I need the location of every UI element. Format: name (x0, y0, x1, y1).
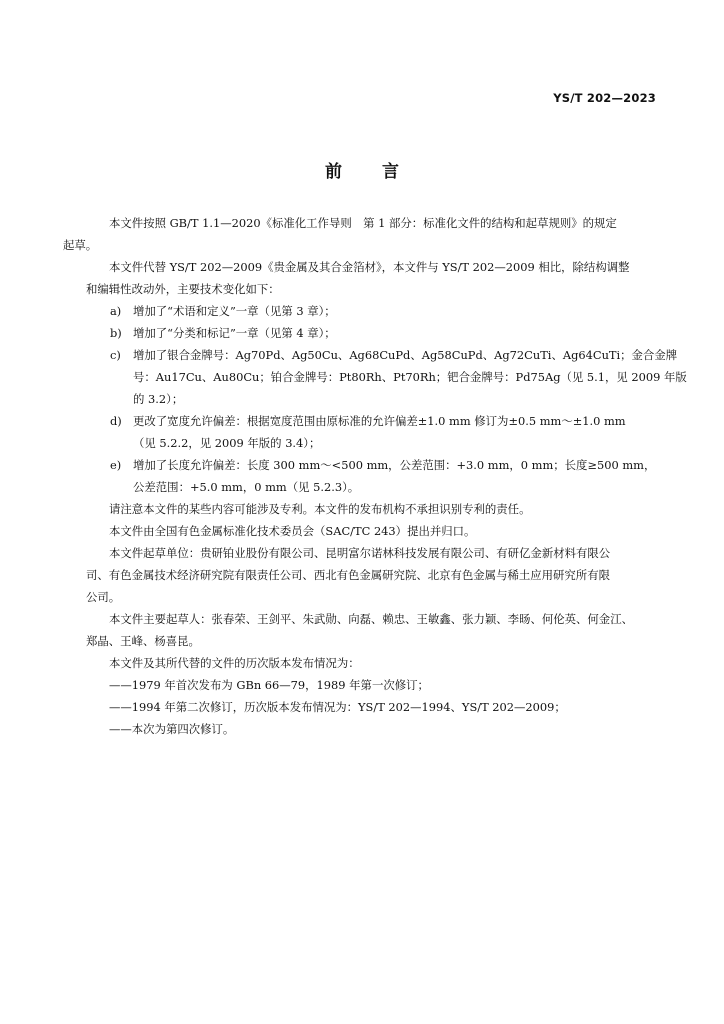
list-item-label: c) (110, 348, 121, 362)
text-line: 本文件起草单位：贵研铂业股份有限公司、昆明富尔诺林科技发展有限公司、有研亿金新材料有限公 (109, 546, 611, 560)
text-line: ——本次为第四次修订。 (109, 722, 235, 736)
text-line: ——1979 年首次发布为 GBn 66—79，1989 年第一次修订； (109, 678, 429, 692)
text-line: 本文件由全国有色金属标准化技术委员会（SAC/TC 243）提出并归口。 (109, 524, 476, 538)
page-title (0, 157, 724, 182)
list-item (86, 344, 687, 410)
text-line: 和编辑性改动外，主要技术变化如下： (86, 282, 280, 296)
text-line: 增加了银合金牌号：Ag70Pd、Ag50Cu、Ag68CuPd、Ag58CuPd、Ag72CuTi、Ag64CuTi；金合金牌 (133, 348, 678, 362)
text-line: 起草。 (63, 238, 98, 252)
text-line: 郑晶、王峰、杨喜昆。 (86, 634, 200, 648)
history-entry (86, 696, 658, 718)
history-entry (86, 674, 658, 696)
paragraph-replaces (86, 256, 658, 300)
text-line: ——1994 年第二次修订，历次版本发布情况为：YS/T 202—1994、YS/T 202—2009； (109, 700, 566, 714)
paragraph-committee (86, 520, 658, 542)
list-item-label: e) (110, 458, 122, 472)
text-line: 增加了“术语和定义”一章（见第 3 章）； (133, 304, 336, 318)
title-char-2: 言 (382, 162, 399, 182)
list-item (86, 322, 658, 344)
text-line: 增加了长度允许偏差：长度 300 mm～<500 mm，公差范围：+3.0 mm，0 mm；长度≥500 mm， (133, 458, 656, 472)
text-line: 公差范围：+5.0 mm，0 mm（见 5.2.3）。 (133, 480, 360, 494)
text-line: 请注意本文件的某些内容可能涉及专利。本文件的发布机构不承担识别专利的责任。 (109, 502, 531, 516)
text-line: 更改了宽度允许偏差：根据宽度范围由原标准的允许偏差±1.0 mm 修订为±0.5 mm～±1.0 mm (133, 414, 626, 428)
list-item (86, 410, 658, 454)
list-item (86, 454, 658, 498)
text-line: 公司。 (86, 590, 121, 604)
text-line: 本文件及其所代替的文件的历次版本发布情况为： (109, 656, 360, 670)
title-char-1: 前 (325, 162, 342, 182)
document-body (63, 212, 687, 740)
list-item (86, 300, 658, 322)
paragraph-drafting-rules (63, 212, 658, 256)
text-line: 本文件主要起草人：张春荣、王剑平、朱武勋、向磊、赖忠、王敏鑫、张力颖、李旸、何伦英、何金江、 (109, 612, 633, 626)
text-line: 司、有色金属技术经济研究院有限责任公司、西北有色金属研究院、北京有色金属与稀土应用研究所有限 (86, 568, 610, 582)
paragraph-history-intro (86, 652, 658, 674)
text-line: 本文件代替 YS/T 202—2009《贵金属及其合金箔材》，本文件与 YS/T 202—2009 相比，除结构调整 (109, 260, 630, 274)
list-item-label: b) (110, 326, 122, 340)
paragraph-drafters (86, 608, 658, 652)
history-entry (86, 718, 658, 740)
text-line: 增加了“分类和标记”一章（见第 4 章）； (133, 326, 336, 340)
text-line: 本文件按照 GB/T 1.1—2020《标准化工作导则 第 1 部分：标准化文件的结构和起草规则》的规定 (109, 216, 617, 230)
paragraph-patent-notice (86, 498, 658, 520)
text-line: 号：Au17Cu、Au80Cu；铂合金牌号：Pt80Rh、Pt70Rh；钯合金牌号：Pd75Ag（见 5.1，见 2009 年版 (133, 370, 687, 384)
list-item-label: d) (110, 414, 122, 428)
text-line: （见 5.2.2，见 2009 年版的 3.4）； (133, 436, 321, 450)
document-number: YS/T 202—2023 (553, 91, 656, 105)
list-item-label: a) (110, 304, 122, 318)
text-line: 的 3.2）； (133, 392, 184, 406)
paragraph-drafting-units (86, 542, 658, 608)
